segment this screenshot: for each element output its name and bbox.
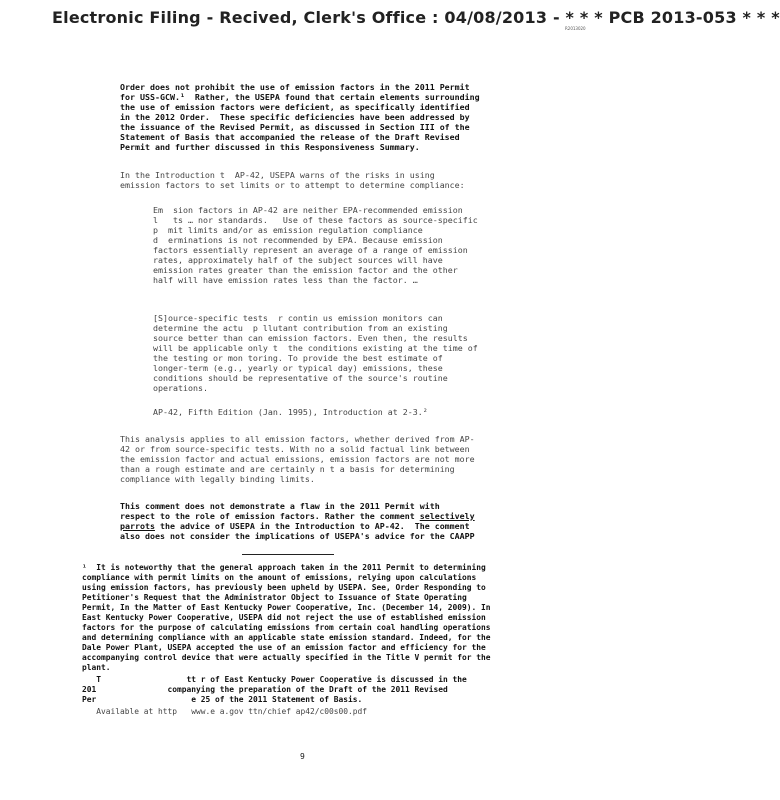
text-line: Order does not prohibit the use of emission factors in the 2011 Permit	[120, 82, 470, 92]
text-line: emission rates greater than the emission factor and the other	[153, 265, 458, 275]
text-line: p mit limits and/or as emission regulation compliance	[153, 225, 423, 235]
text-line: in the 2012 Order. These specific deficiencies have been addressed by	[120, 112, 470, 122]
footnote-line: Petitioner's Request that the Administrator Object to Issuance of State Operating	[82, 593, 467, 602]
text-line: for USS-GCW.¹ Rather, the USEPA found that certain elements surrounding	[120, 92, 480, 102]
text-line	[120, 511, 475, 521]
text-line: longer-term (e.g., yearly or typical day) emissions, these	[153, 363, 443, 373]
footnote-line: compliance with permit limits on the amount of emissions, relying upon calculations	[82, 573, 477, 582]
text-line: Em sion factors in AP-42 are neither EPA-recommended emission	[153, 205, 463, 215]
text-line: d erminations is not recommended by EPA. Because emission	[153, 235, 443, 245]
text-line: l ts … nor standards. Use of these factors as source-specific	[153, 215, 478, 225]
text-line	[120, 521, 470, 531]
footnote-divider	[242, 554, 334, 555]
underlined-word: selectively	[419, 511, 475, 521]
footnote-line: T tt r of East Kentucky Power Cooperative is discussed in the	[82, 675, 467, 684]
text-line: This analysis applies to all emission factors, whether derived from AP-	[120, 434, 475, 444]
footnote-line: factors for the purpose of calculating emissions from certain coal handling operations	[82, 623, 491, 632]
text-line: conditions should be representative of the source's routine	[153, 373, 448, 383]
footnote-line: ¹ It is noteworthy that the general approach taken in the 2011 Permit to determining	[82, 563, 486, 572]
filing-stamp: R2013020	[565, 26, 586, 31]
electronic-filing-header: Electronic Filing - Recived, Clerk's Office : 04/08/2013 - * * * PCB 2013-053 * * *	[52, 8, 780, 27]
text-line: Statement of Basis that accompanied the release of the Draft Revised	[120, 132, 460, 142]
footnote-line: plant.	[82, 663, 111, 672]
text-line: [S]ource-specific tests r contin us emission monitors can	[153, 313, 443, 323]
text-line: the use of emission factors were deficient, as specifically identified	[120, 102, 470, 112]
text-line: Permit and further discussed in this Responsiveness Summary.	[120, 142, 420, 152]
text-line: source better than can emission factors. Even then, the results	[153, 333, 468, 343]
text-line: determine the actu p llutant contribution from an existing	[153, 323, 448, 333]
text-span: the advice of USEPA in the Introduction to AP-42. The comment	[154, 521, 470, 531]
footnote-line: Available at http www.e a.gov ttn/chief ap42/c00s00.pdf	[82, 707, 368, 716]
text-line: also does not consider the implications of USEPA's advice for the CAAPP	[120, 531, 475, 541]
text-line: In the Introduction t AP-42, USEPA warns of the risks in using	[120, 170, 435, 180]
text-line: than a rough estimate and are certainly n t a basis for determining	[120, 464, 455, 474]
footnote-line: 201 companying the preparation of the Draft of the 2011 Revised	[82, 685, 448, 694]
text-span: respect to the role of emission factors. Rather the comment	[120, 511, 420, 521]
footnote-line: and determining compliance with an applicable state emission standard. Indeed, for the	[82, 633, 491, 642]
footnote-line: accompanying control device that were actually specified in the Title V permit for the	[82, 653, 491, 662]
text-line: the emission factor and actual emissions, emission factors are not more	[120, 454, 475, 464]
text-line: will be applicable only t the conditions existing at the time of	[153, 343, 478, 353]
footnote-line: Dale Power Plant, USEPA accepted the use of an emission factor and efficiency for the	[82, 643, 486, 652]
footnote-line: Permit, In the Matter of East Kentucky Power Cooperative, Inc. (December 14, 2009). In	[82, 603, 491, 612]
text-line: factors essentially represent an average of a range of emission	[153, 245, 468, 255]
text-line: half will have emission rates less than the factor. …	[153, 275, 418, 285]
footnote-line: Per e 25 of the 2011 Statement of Basis.	[82, 695, 363, 704]
text-line: rates, approximately half of the subject sources will have	[153, 255, 443, 265]
text-line: the issuance of the Revised Permit, as discussed in Section III of the	[120, 122, 470, 132]
text-line: This comment does not demonstrate a flaw in the 2011 Permit with	[120, 501, 440, 511]
quote-citation: AP-42, Fifth Edition (Jan. 1995), Introduction at 2-3.²	[153, 407, 428, 417]
underlined-word: parrots	[120, 521, 155, 531]
text-line: 42 or from source-specific tests. With no a solid factual link between	[120, 444, 470, 454]
footnote-line: using emission factors, has previously been upheld by USEPA. See, Order Responding to	[82, 583, 486, 592]
text-line: compliance with legally binding limits.	[120, 474, 315, 484]
text-line: operations.	[153, 383, 208, 393]
footnote-line: East Kentucky Power Cooperative, USEPA did not reject the use of established emission	[82, 613, 486, 622]
text-line: emission factors to set limits or to attempt to determine compliance:	[120, 180, 465, 190]
text-line: the testing or mon toring. To provide the best estimate of	[153, 353, 443, 363]
page-number: 9	[300, 752, 305, 761]
